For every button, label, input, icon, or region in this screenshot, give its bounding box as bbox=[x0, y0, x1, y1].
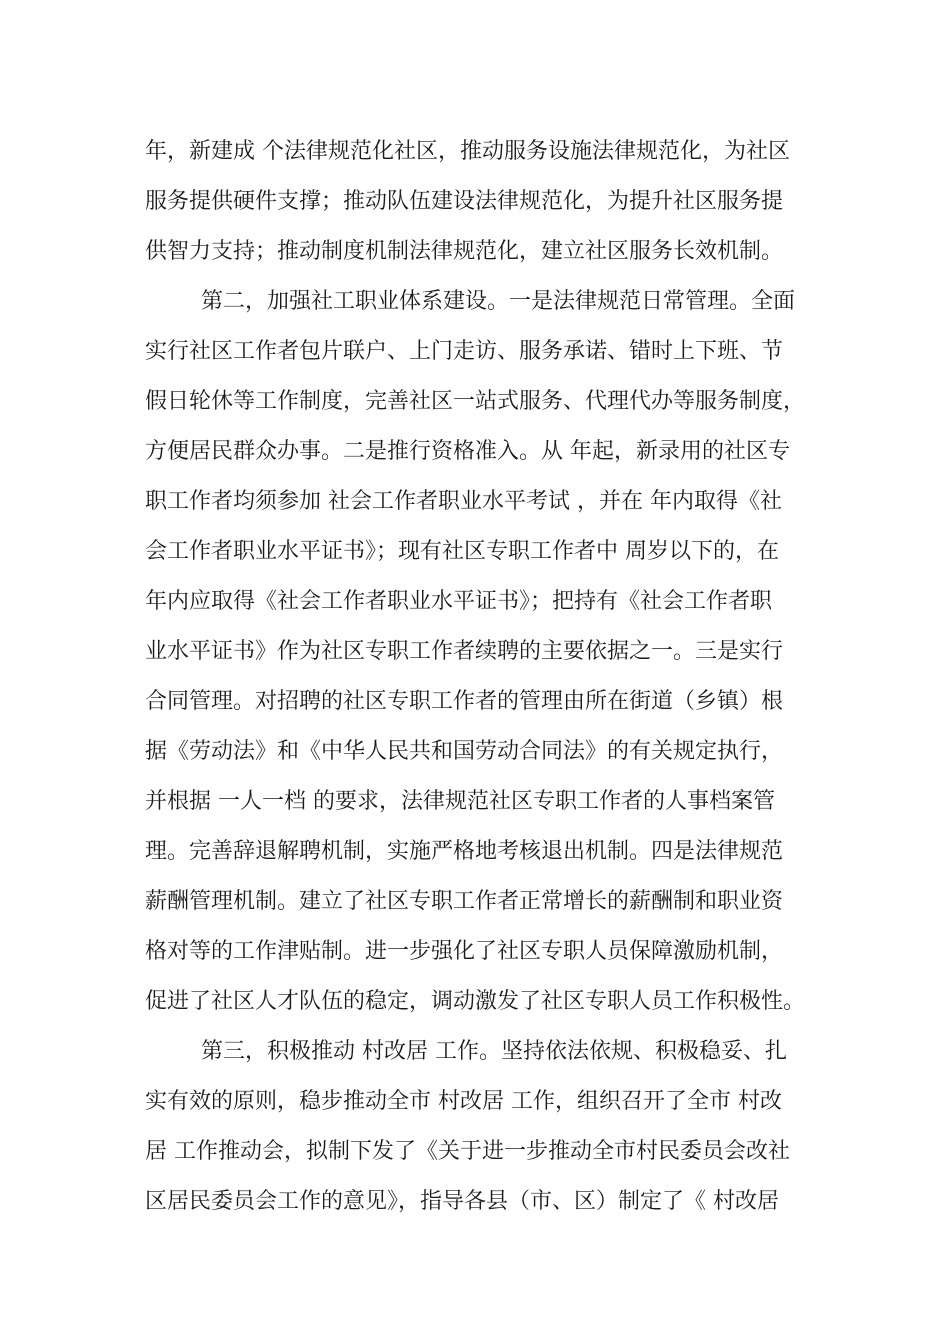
text-line: 格对等的工作津贴制。进一步强化了社区专职人员保障激励机制， bbox=[145, 939, 784, 964]
text-line: 促进了社区人才队伍的稳定，调动激发了社区专职人员工作积极性。 bbox=[145, 989, 806, 1014]
text-line: 年内应取得《社会工作者职业水平证书》；把持有《社会工作者职 bbox=[145, 589, 773, 614]
text-line: 并根据 一人一档 的要求，法律规范社区专职工作者的人事档案管 bbox=[145, 789, 775, 814]
text-line: 薪酬管理机制。建立了社区专职工作者正常增长的薪酬制和职业资 bbox=[145, 889, 784, 914]
text-line: 会工作者职业水平证书》；现有社区专职工作者中 周岁以下的，在 bbox=[145, 539, 779, 564]
text-line: 实行社区工作者包片联户、上门走访、服务承诺、错时上下班、节 bbox=[145, 339, 784, 364]
text-line: 假日轮休等工作制度，完善社区一站式服务、代理代办等服务制度， bbox=[145, 389, 806, 414]
text-line: 合同管理。对招聘的社区专职工作者的管理由所在街道（乡镇）根 bbox=[145, 689, 784, 714]
text-line: 年，新建成 个法律规范化社区，推动服务设施法律规范化，为社区 bbox=[145, 139, 790, 164]
text-line: 理。完善辞退解聘机制，实施严格地考核退出机制。四是法律规范 bbox=[145, 839, 784, 864]
text-line: 实有效的原则，稳步推动全市 村改居 工作，组织召开了全市 村改 bbox=[145, 1089, 782, 1114]
text-line: 服务提供硬件支撑；推动队伍建设法律规范化，为提升社区服务提 bbox=[145, 189, 784, 214]
text-line: 居 工作推动会，拟制下发了《关于进一步推动全市村民委员会改社 bbox=[145, 1139, 790, 1164]
paragraph-start-line: 第二，加强社工职业体系建设。一是法律规范日常管理。全面 bbox=[201, 289, 796, 314]
text-line: 区居民委员会工作的意见》，指导各县（市、区）制定了《 村改居 bbox=[145, 1189, 779, 1214]
text-line: 方便居民群众办事。二是推行资格准入。从 年起，新录用的社区专 bbox=[145, 439, 790, 464]
paragraph-start-line: 第三，积极推动 村改居 工作。坚持依法依规、积极稳妥、扎 bbox=[201, 1039, 787, 1064]
text-line: 据《劳动法》和《中华人民共和国劳动合同法》的有关规定执行， bbox=[145, 739, 784, 764]
body-text bbox=[145, 127, 810, 1227]
text-line: 业水平证书》作为社区专职工作者续聘的主要依据之一。三是实行 bbox=[145, 639, 784, 664]
text-line: 供智力支持；推动制度机制法律规范化，建立社区服务长效机制。 bbox=[145, 239, 784, 264]
text-line: 职工作者均须参加 社会工作者职业水平考试 ，并在 年内取得《社 bbox=[145, 489, 782, 514]
